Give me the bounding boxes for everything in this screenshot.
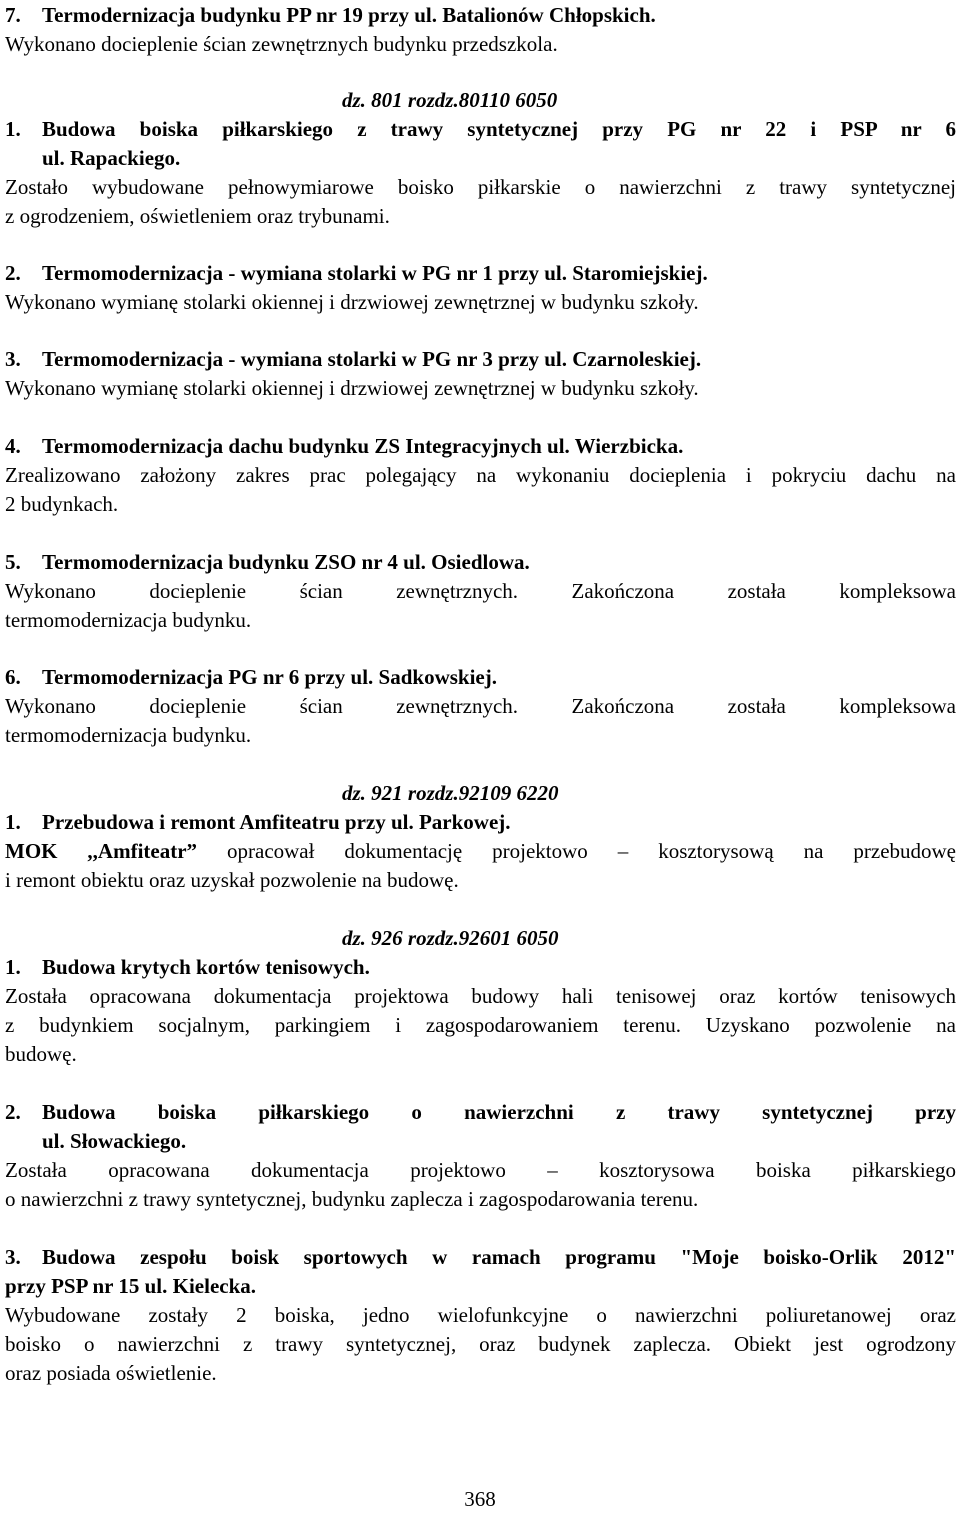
item-926-1-desc-end: budowę. <box>5 1042 77 1066</box>
item-801-4-desc: Zrealizowano założony zakres prac polegający na wykonaniu docieplenia i pokryciu dachu na <box>5 463 956 487</box>
item-title: Termomodernizacja - wymiana stolarki w PG nr 3 przy ul. Czarnoleskiej. <box>42 347 702 371</box>
item-title: Termomodernizacja PG nr 6 przy ul. Sadkowskiej. <box>42 665 497 689</box>
item-title: Budowa boiska piłkarskiego z trawy syntetycznej przy PG nr 22 i PSP nr 6 <box>42 117 956 141</box>
desc-text: opracował dokumentację projektowo – kosztorysową na przebudowę <box>197 839 957 863</box>
item-926-3-desc-cont: boisko o nawierzchni z trawy syntetycznej, oraz budynek zaplecza. Obiekt jest ogrodzony <box>5 1332 956 1356</box>
item-926-1-title <box>5 953 956 981</box>
item-title: Budowa zespołu boisk sportowych w ramach programu "Moje boisko-Orlik 2012" <box>42 1245 956 1269</box>
section-code-921: dz. 921 rozdz.92109 6220 <box>342 781 559 805</box>
item-number: 3. <box>5 347 21 371</box>
item-801-2-desc: Wykonano wymianę stolarki okiennej i drzwiowej zewnętrznej w budynku szkoły. <box>5 290 699 314</box>
item-801-5-desc: Wykonano docieplenie ścian zewnętrznych. Zakończona została kompleksowa <box>5 579 956 603</box>
item-801-1-desc: Zostało wybudowane pełnowymiarowe boisko piłkarskie o nawierzchni z trawy syntetycznej <box>5 175 956 199</box>
item-number: 4. <box>5 434 21 458</box>
item-7-desc: Wykonano docieplenie ścian zewnętrznych budynku przedszkola. <box>5 32 558 56</box>
item-801-6-title <box>5 663 956 691</box>
item-title: Termomodernizacja dachu budynku ZS Integracyjnych ul. Wierzbicka. <box>42 434 684 458</box>
item-926-3-desc-end: oraz posiada oświetlenie. <box>5 1361 217 1385</box>
section-code-926: dz. 926 rozdz.92601 6050 <box>342 926 559 950</box>
item-title: Budowa krytych kortów tenisowych. <box>42 955 370 979</box>
item-801-4-desc-cont: 2 budynkach. <box>5 492 119 516</box>
item-926-2-title <box>5 1098 956 1126</box>
item-921-1-desc <box>5 837 956 865</box>
item-801-1-desc-cont: z ogrodzeniem, oświetleniem oraz trybunami. <box>5 204 390 228</box>
item-number: 2. <box>5 261 21 285</box>
item-number: 6. <box>5 665 21 689</box>
item-number: 1. <box>5 810 21 834</box>
item-title: Termodernizacja budynku PP nr 19 przy ul. Batalionów Chłopskich. <box>42 3 656 27</box>
item-7-title <box>5 1 956 29</box>
section-code-801: dz. 801 rozdz.80110 6050 <box>342 88 558 112</box>
item-number: 1. <box>5 955 21 979</box>
item-title: Termomodernizacja - wymiana stolarki w PG nr 1 przy ul. Staromiejskiej. <box>42 261 708 285</box>
item-926-2-title-cont: ul. Słowackiego. <box>42 1129 187 1153</box>
item-926-1-desc: Została opracowana dokumentacja projektowa budowy hali tenisowej oraz kortów tenisowych <box>5 984 956 1008</box>
item-926-3-title <box>5 1243 956 1271</box>
item-926-2-desc-cont: o nawierzchni z trawy syntetycznej, budynku zaplecza i zagospodarowania terenu. <box>5 1187 699 1211</box>
item-926-2-desc: Została opracowana dokumentacja projektowo – kosztorysowa boiska piłkarskiego <box>5 1158 956 1182</box>
item-801-5-title <box>5 548 956 576</box>
item-801-1-title <box>5 115 956 143</box>
item-801-1-title-cont: ul. Rapackiego. <box>42 146 181 170</box>
item-926-3-title-cont: przy PSP nr 15 ul. Kielecka. <box>5 1274 257 1298</box>
page-number: 368 <box>464 1487 496 1511</box>
item-801-4-title <box>5 432 956 460</box>
item-number: 1. <box>5 117 21 141</box>
item-801-5-desc-cont: termomodernizacja budynku. <box>5 608 252 632</box>
organization-name: MOK ,,Amfiteatr” <box>5 839 198 863</box>
item-921-1-desc-cont: i remont obiektu oraz uzyskał pozwolenie na budowę. <box>5 868 459 892</box>
item-801-6-desc: Wykonano docieplenie ścian zewnętrznych. Zakończona została kompleksowa <box>5 694 956 718</box>
item-number: 3. <box>5 1245 21 1269</box>
item-number: 7. <box>5 3 21 27</box>
item-number: 5. <box>5 550 21 574</box>
item-title: Termomodernizacja budynku ZSO nr 4 ul. Osiedlowa. <box>42 550 530 574</box>
item-926-3-desc: Wybudowane zostały 2 boiska, jedno wielofunkcyjne o nawierzchni poliuretanowej oraz <box>5 1303 956 1327</box>
item-title: Budowa boiska piłkarskiego o nawierzchni z trawy syntetycznej przy <box>42 1100 956 1124</box>
item-921-1-title <box>5 808 956 836</box>
item-926-1-desc-cont: z budynkiem socjalnym, parkingiem i zagospodarowaniem terenu. Uzyskano pozwolenie na <box>5 1013 956 1037</box>
item-number: 2. <box>5 1100 21 1124</box>
item-801-3-desc: Wykonano wymianę stolarki okiennej i drzwiowej zewnętrznej w budynku szkoły. <box>5 376 699 400</box>
item-801-3-title <box>5 345 956 373</box>
item-801-6-desc-cont: termomodernizacja budynku. <box>5 723 252 747</box>
item-title: Przebudowa i remont Amfiteatru przy ul. Parkowej. <box>42 810 511 834</box>
item-801-2-title <box>5 259 956 287</box>
